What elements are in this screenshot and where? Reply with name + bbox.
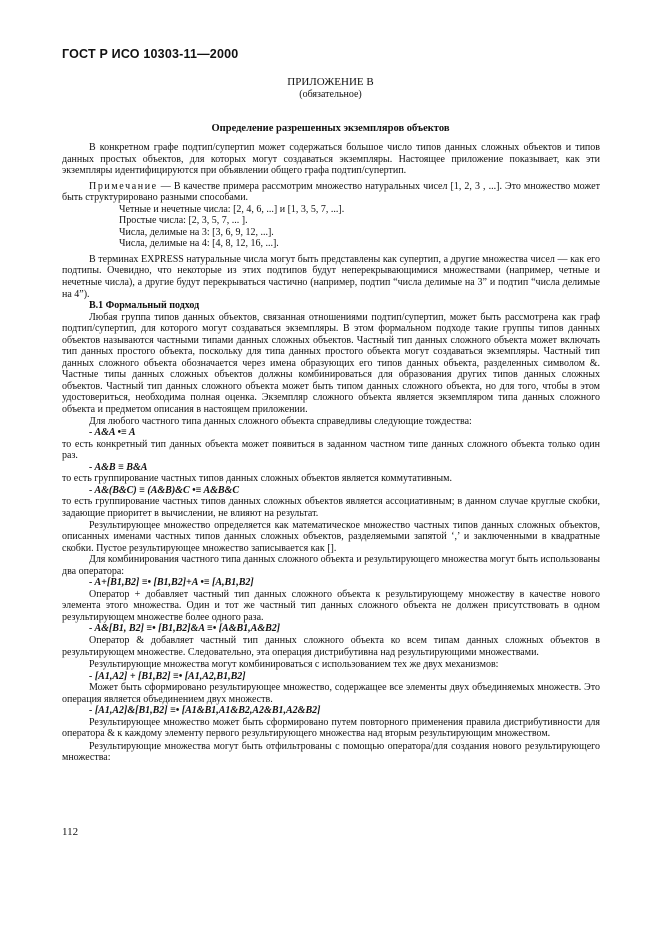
formula: - [A1,A2] + [B1,B2] ≡• [A1,A2,B1,B2]: [89, 670, 246, 682]
paragraph: Результирующее множество может быть сформировано путем повторного применения правила дистрибутивности для оператора & к каждому элементу первого результирующего множества над вторым результирующим множеством.: [62, 716, 600, 740]
list-item: Числа, делимые на 3: [3, 6, 9, 12, ...].: [119, 226, 274, 238]
paragraph: Может быть сформировано результирующее множество, содержащее все элементы двух объединяемых множеств. Это операция является объединением двух множеств.: [62, 682, 600, 705]
formula: - A+[B1,B2] ≡• [B1,B2]+A •≡ [A,B1,B2]: [89, 577, 254, 589]
paragraph: Результирующие множества могут быть отфильтрованы с помощью оператора/для создания нового результирующего множества:: [62, 740, 600, 764]
note: [62, 181, 600, 204]
paragraph: то есть группирование частных типов данных сложных объектов является коммутативным.: [62, 473, 452, 485]
formula: - A&[B1, B2] ≡• [B1,B2]&A ≡• [A&B1,A&B2]: [89, 623, 281, 635]
paragraph: Для комбинирования частного типа данных сложного объекта и результирующего множества могут быть использованы два оператора:: [62, 554, 600, 577]
subheading: В.1 Формальный подход: [89, 300, 200, 312]
document-header: ГОСТ Р ИСО 10303-11—2000: [62, 47, 239, 61]
body-text: [62, 142, 600, 764]
paragraph: Результирующее множество определяется как математическое множество частных типов данных сложных объектов, описанных именами частных типов данных сложных объектов, разделяемыми запятой ‘,’ и заключенными в квадратные скобки. Пустое результирующее множество записывается как [].: [62, 519, 600, 554]
paragraph: Оператор + добавляет частный тип данных сложного объекта к результирующему множеству в качестве нового элемента этого множества. Один и тот же частный тип данных сложного объекта не должен присутствовать в одном результирующем множестве более одного раза.: [62, 588, 600, 623]
formula: - [A1,A2]&[B1,B2] ≡• [A1&B1,A1&B2,A2&B1,A2&B2]: [89, 705, 321, 717]
page-number: 112: [62, 826, 79, 838]
formula: - A&A •≡ A: [89, 427, 136, 439]
formula: - A&(B&C) ≡ (A&B)&C •≡ A&B&C: [89, 484, 240, 496]
appendix-subtitle: (обязательное): [299, 89, 362, 100]
list-item: Четные и нечетные числа: [2, 4, 6, ...] и [1, 3, 5, 7, ...].: [119, 203, 345, 215]
section-title: Определение разрешенных экземпляров объектов: [211, 123, 450, 134]
paragraph: то есть группирование частных типов данных сложных объектов является ассоциативным; в данном случае круглые скобки, задающие приоритет в вычислении, не влияют на результат.: [62, 496, 600, 519]
list-item: Простые числа: [2, 3, 5, 7, ... ].: [119, 215, 248, 227]
note-label: Примечание: [89, 180, 158, 192]
paragraph: В терминах EXPRESS натуральные числа могут быть представлены как супертип, а другие множества чисел — как его подтипы. Очевидно, что некоторые из этих подтипов будут неперекрывающимися множествами (например, четные и нечетные числа), а другие будут перекрываться частично (например, подтип “числа делимые на 3” и подтип “числа делимые на 4”).: [62, 253, 600, 300]
paragraph: Результирующие множества могут комбинироваться с использованием тех же двух механизмов:: [89, 659, 499, 671]
appendix-title: ПРИЛОЖЕНИЕ В: [287, 76, 374, 88]
paragraph: Любая группа типов данных объектов, связанная отношениями подтип/супертип, может быть рассмотрена как граф подтип/супертип, для которого могут создаваться экземпляры. В этом формальном подходе такие группы типов данных объектов называются частными типами данных сложных объектов. Частный тип данных сложного объекта может включать тип данных простого объекта, поскольку для типа данных простого объекта могут создаваться экземпляры. Частный тип данных сложного объекта обозначается через имена образующих его типов данных объекта, разделенных символом &. Частные типы данных сложных объектов должны комбинироваться для образования других типов данных сложных объектов. Частный тип данных сложного объекта может быть типом данных сложного объекта, но для того, чтобы в этом удостовериться, необходима полная оценка. Экземпляр сложного объекта является экземпляром типа данных сложного объекта и предметом описания в настоящем приложении.: [62, 311, 600, 416]
list-item: Числа, делимые на 4: [4, 8, 12, 16, ...].: [119, 238, 279, 250]
paragraph: В конкретном графе подтип/супертип может содержаться большое число типов данных сложных объектов и типов данных простых объектов, для которых могут создаваться экземпляры. Настоящее приложение показывает, как эти экземпляры идентифицируются при объявлении общего графа подтип/супертип.: [62, 142, 600, 177]
paragraph: Для любого частного типа данных сложного объекта справедливы следующие тождества:: [89, 415, 472, 427]
formula: - A&B ≡ B&A: [89, 461, 148, 473]
paragraph: то есть конкретный тип данных объекта может появиться в заданном частном типе данных сложного объекта только один раз.: [62, 438, 600, 462]
paragraph: Оператор & добавляет частный тип данных сложного объекта ко всем типам данных сложных объектов в результирующем множестве. Следовательно, эта операция дистрибутивна над результирующими множествами.: [62, 634, 600, 658]
note-text: — В качестве примера рассмотрим множество натуральных чисел [1, 2, 3 , ...]. Это множество может быть структурировано разными способами.: [62, 180, 600, 204]
